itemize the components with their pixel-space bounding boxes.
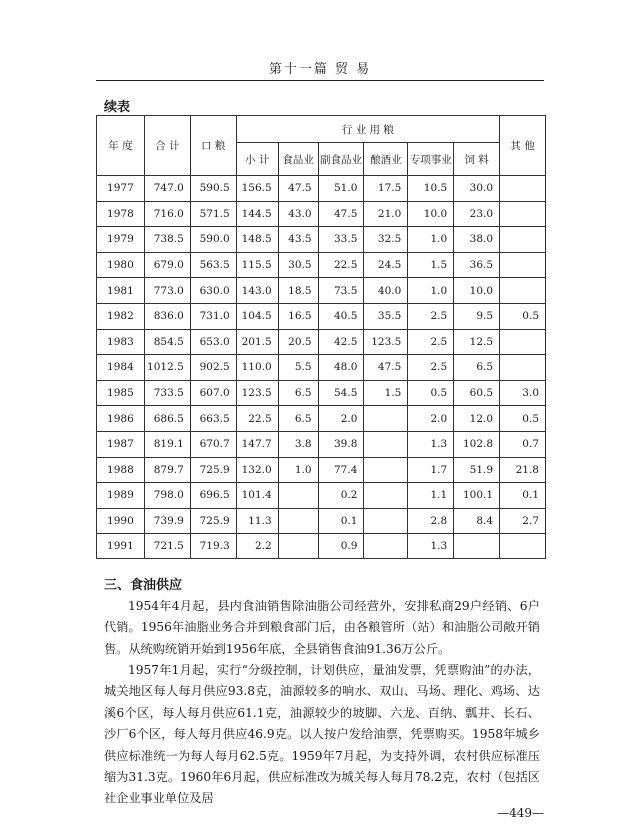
table-cell: 8.4: [454, 508, 500, 534]
table-cell: 1.0: [408, 227, 454, 253]
table-row: [97, 406, 546, 432]
table-cell: 854.5: [144, 329, 190, 355]
table-cell: 18.5: [278, 278, 318, 304]
table-cell: 739.9: [144, 508, 190, 534]
paragraph: 1957年1月起，实行“分级控制，计划供应，量油发票，凭票购油”的办法，城关地区每人每月供应93.8克，油源较多的响水、双山、马场、理化、鸡场、达溪6个区，每人每月供应61.1克，油源较少的坡脚、六龙、百纳、瓢井、长石、沙厂6个区，每人每月供应46.9克。以人按户发给油票，凭票购买。1958年城乡供应标准统一为每人每月62.5克。1959年7月起，为支持外调，农村供应标准压缩为31.3克。1960年6月起，供应标准改为城关每人每月78.2克，农村（包括区社企业事业单位及居: [104, 663, 540, 806]
subheader-feed: 饲 料: [454, 143, 500, 176]
year-cell: 1982: [97, 303, 145, 329]
table-cell: [364, 431, 408, 457]
table-cell: 73.5: [318, 278, 364, 304]
table-cell: 9.5: [454, 303, 500, 329]
subheader-brewing: 酿酒业: [364, 143, 408, 176]
table-row: [97, 278, 546, 304]
subheader-food: 食品业: [278, 143, 318, 176]
table-cell: 38.0: [454, 227, 500, 253]
table-cell: 725.9: [190, 508, 236, 534]
table-cell: 11.3: [236, 508, 278, 534]
year-cell: 1977: [97, 176, 145, 202]
year-cell: 1985: [97, 380, 145, 406]
table-cell: 17.5: [364, 176, 408, 202]
table-cell: 1.3: [408, 534, 454, 559]
table-cell: 879.7: [144, 457, 190, 483]
subheader-subtotal: 小 计: [236, 143, 278, 176]
table-cell: [364, 457, 408, 483]
table-cell: 123.5: [236, 380, 278, 406]
table-cell: 123.5: [364, 329, 408, 355]
table-cell: 6.5: [278, 406, 318, 432]
year-cell: 1984: [97, 355, 145, 381]
year-cell: 1987: [97, 431, 145, 457]
table-cell: 738.5: [144, 227, 190, 253]
table-cell: 47.5: [278, 176, 318, 202]
table-cell: 0.5: [500, 406, 546, 432]
table-cell: [364, 508, 408, 534]
table-cell: 2.5: [408, 355, 454, 381]
header-rule: [96, 80, 544, 81]
table-cell: 148.5: [236, 227, 278, 253]
table-cell: 2.0: [318, 406, 364, 432]
table-cell: 1.5: [364, 380, 408, 406]
table-cell: 3.0: [500, 380, 546, 406]
table-row: [97, 380, 546, 406]
section-title: 三、食油供应: [104, 578, 183, 593]
table-cell: [500, 201, 546, 227]
table-cell: 43.0: [278, 201, 318, 227]
table-cell: 20.5: [278, 329, 318, 355]
table-row: [97, 534, 546, 559]
table-cell: 104.5: [236, 303, 278, 329]
table-cell: 156.5: [236, 176, 278, 202]
table-cell: 143.0: [236, 278, 278, 304]
table-cell: 731.0: [190, 303, 236, 329]
table-cell: 747.0: [144, 176, 190, 202]
year-cell: 1979: [97, 227, 145, 253]
table-row: [97, 508, 546, 534]
year-cell: 1990: [97, 508, 145, 534]
table-cell: 30.5: [278, 252, 318, 278]
table-cell: 51.0: [318, 176, 364, 202]
table-cell: 6.5: [278, 380, 318, 406]
table-cell: 733.5: [144, 380, 190, 406]
table-cell: 30.0: [454, 176, 500, 202]
table-cell: 819.1: [144, 431, 190, 457]
table-row: [97, 483, 546, 509]
table-row: [97, 176, 546, 202]
table-cell: [278, 483, 318, 509]
year-cell: 1981: [97, 278, 145, 304]
table-cell: 32.5: [364, 227, 408, 253]
table-cell: [364, 534, 408, 559]
table-cell: 101.4: [236, 483, 278, 509]
table-cell: 51.9: [454, 457, 500, 483]
table-cell: 115.5: [236, 252, 278, 278]
table-cell: 22.5: [318, 252, 364, 278]
year-cell: 1986: [97, 406, 145, 432]
table-cell: [500, 355, 546, 381]
table-cell: [278, 534, 318, 559]
year-cell: 1989: [97, 483, 145, 509]
table-cell: 10.5: [408, 176, 454, 202]
table-caption: 续表: [104, 100, 131, 115]
table-cell: 22.5: [236, 406, 278, 432]
table-cell: 686.5: [144, 406, 190, 432]
table-cell: 0.9: [318, 534, 364, 559]
table-cell: 47.5: [318, 201, 364, 227]
table-cell: 43.5: [278, 227, 318, 253]
table-cell: [500, 278, 546, 304]
table-cell: 1.3: [408, 431, 454, 457]
subheader-nonstaple: 副食品业: [318, 143, 364, 176]
table-cell: 10.0: [408, 201, 454, 227]
table-row: [97, 431, 546, 457]
table-cell: 725.9: [190, 457, 236, 483]
table-cell: [500, 252, 546, 278]
table-cell: 2.7: [500, 508, 546, 534]
table-cell: 40.5: [318, 303, 364, 329]
table-cell: 696.5: [190, 483, 236, 509]
table-row: [97, 355, 546, 381]
table-cell: 563.5: [190, 252, 236, 278]
table-cell: 0.2: [318, 483, 364, 509]
year-cell: 1988: [97, 457, 145, 483]
grain-usage-table: [96, 115, 546, 559]
table-cell: 1.5: [408, 252, 454, 278]
table-cell: 147.7: [236, 431, 278, 457]
header-industry: 行 业 用 粮: [236, 116, 499, 143]
table-cell: 607.0: [190, 380, 236, 406]
table-cell: 110.0: [236, 355, 278, 381]
table-cell: 1.7: [408, 457, 454, 483]
table-cell: 902.5: [190, 355, 236, 381]
table-row: [97, 201, 546, 227]
table-cell: 48.0: [318, 355, 364, 381]
table-row: [97, 457, 546, 483]
table-cell: 21.8: [500, 457, 546, 483]
table-row: [97, 303, 546, 329]
table-cell: 571.5: [190, 201, 236, 227]
table-cell: 773.0: [144, 278, 190, 304]
table-cell: 2.5: [408, 329, 454, 355]
table-cell: [364, 483, 408, 509]
table-cell: 2.5: [408, 303, 454, 329]
table-cell: 0.1: [318, 508, 364, 534]
table-cell: 0.1: [500, 483, 546, 509]
subheader-special: 专项事业: [408, 143, 454, 176]
table-cell: [364, 406, 408, 432]
table-cell: 100.1: [454, 483, 500, 509]
table-cell: 12.0: [454, 406, 500, 432]
table-cell: 836.0: [144, 303, 190, 329]
table-cell: [500, 329, 546, 355]
paragraph: 1954年4月起，县内食油销售除油脂公司经营外，安排私商29户经销、6户代销。1956年油脂业务合并到粮食部门后，由各粮管所（站）和油脂公司敞开销售。从统购统销开始到1956年底，全县销售食油91.36万公斤。: [104, 599, 540, 656]
table-cell: 201.5: [236, 329, 278, 355]
table-cell: 679.0: [144, 252, 190, 278]
table-cell: 39.8: [318, 431, 364, 457]
table-cell: 5.5: [278, 355, 318, 381]
table-row: [97, 329, 546, 355]
table-cell: 721.5: [144, 534, 190, 559]
table-cell: [500, 534, 546, 559]
table-cell: 6.5: [454, 355, 500, 381]
year-cell: 1991: [97, 534, 145, 559]
table-cell: 12.5: [454, 329, 500, 355]
table-cell: 1.0: [278, 457, 318, 483]
table-cell: [500, 176, 546, 202]
year-cell: 1983: [97, 329, 145, 355]
table-cell: 1012.5: [144, 355, 190, 381]
header-year: 年 度: [97, 116, 145, 176]
year-cell: 1978: [97, 201, 145, 227]
table-row: [97, 252, 546, 278]
table-cell: 0.5: [408, 380, 454, 406]
table-cell: [500, 227, 546, 253]
table-cell: 3.8: [278, 431, 318, 457]
table-cell: 40.0: [364, 278, 408, 304]
year-cell: 1980: [97, 252, 145, 278]
table-cell: 35.5: [364, 303, 408, 329]
table-cell: 719.3: [190, 534, 236, 559]
table-cell: 716.0: [144, 201, 190, 227]
table-cell: 0.5: [500, 303, 546, 329]
table-cell: 0.7: [500, 431, 546, 457]
table-cell: 2.0: [408, 406, 454, 432]
table-row: [97, 227, 546, 253]
table-cell: [278, 508, 318, 534]
table-cell: 60.5: [454, 380, 500, 406]
table-cell: 10.0: [454, 278, 500, 304]
table-cell: 36.5: [454, 252, 500, 278]
header-total: 合 计: [144, 116, 190, 176]
table-cell: 77.4: [318, 457, 364, 483]
table-cell: 798.0: [144, 483, 190, 509]
header-ration: 口 粮: [190, 116, 236, 176]
table-cell: 47.5: [364, 355, 408, 381]
table-cell: 144.5: [236, 201, 278, 227]
table-cell: 132.0: [236, 457, 278, 483]
table-cell: 670.7: [190, 431, 236, 457]
table-cell: 2.2: [236, 534, 278, 559]
table-cell: 16.5: [278, 303, 318, 329]
table-cell: 54.5: [318, 380, 364, 406]
table-cell: 1.0: [408, 278, 454, 304]
table-cell: 42.5: [318, 329, 364, 355]
table-cell: 590.0: [190, 227, 236, 253]
table-cell: 663.5: [190, 406, 236, 432]
table-cell: 1.1: [408, 483, 454, 509]
table-cell: 653.0: [190, 329, 236, 355]
table-cell: 102.8: [454, 431, 500, 457]
table-cell: 24.5: [364, 252, 408, 278]
table-cell: 21.0: [364, 201, 408, 227]
page-number: —449—: [497, 806, 544, 820]
table-cell: 2.8: [408, 508, 454, 534]
table-cell: 23.0: [454, 201, 500, 227]
table-cell: 590.5: [190, 176, 236, 202]
table-cell: 630.0: [190, 278, 236, 304]
page-header: 第十一篇 贸 易: [268, 62, 372, 77]
table-cell: 33.5: [318, 227, 364, 253]
header-other: 其 他: [500, 116, 546, 176]
table-cell: [454, 534, 500, 559]
